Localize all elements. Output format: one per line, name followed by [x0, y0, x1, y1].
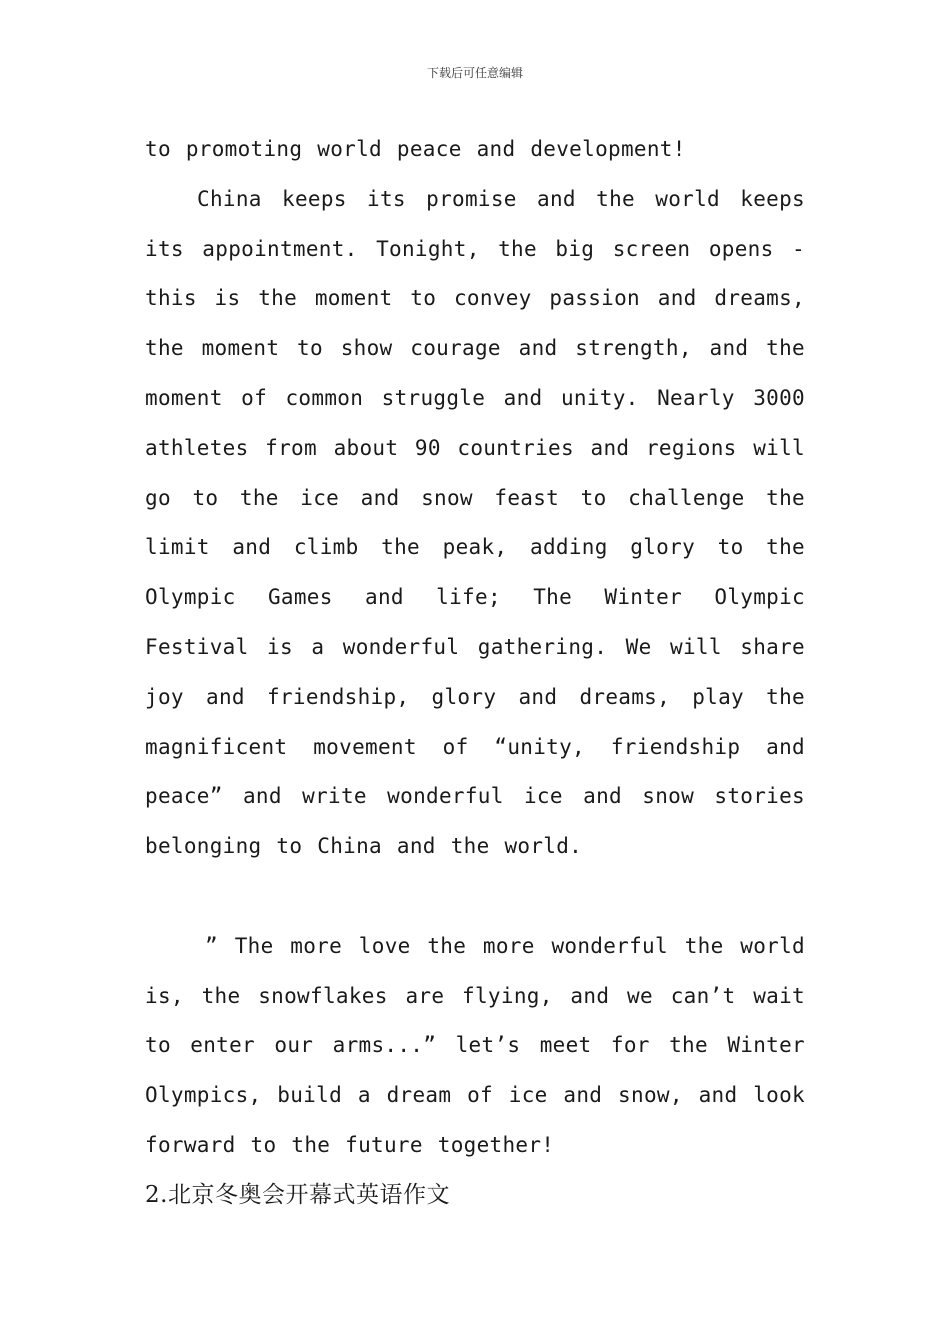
paragraph-spacer — [145, 872, 805, 922]
paragraph-promise: China keeps its promise and the world keeps its appointment. Tonight, the big screen opens - this is the moment to convey passion and dreams, the moment to show courage and strength, and the moment of common struggle and unity. Nearly 3000 athletes from about 90 countries and regions will go to the ice and snow feast to challenge the limit and climb the peak, adding glory to the Olympic Games and life; The Winter Olympic Festival is a wonderful gathering. We will share joy and friendship, glory and dreams, play the magnificent movement of “unity, friendship and peace” and write wonderful ice and snow stories belonging to China and the world. — [145, 186, 805, 859]
page-header-note: 下载后可任意编辑 — [426, 66, 523, 80]
document-body — [145, 125, 805, 1221]
paragraph-continuation: to promoting world peace and development! — [145, 137, 686, 161]
paragraph-closing: ” The more love the more wonderful the world is, the snowflakes are flying, and we can’t wait to enter our arms...” let’s meet for the Winter Olympics, build a dream of ice and snow, and look forward to the future together! — [145, 933, 805, 1157]
section-heading: 2.北京冬奥会开幕式英语作文 — [145, 1181, 450, 1208]
